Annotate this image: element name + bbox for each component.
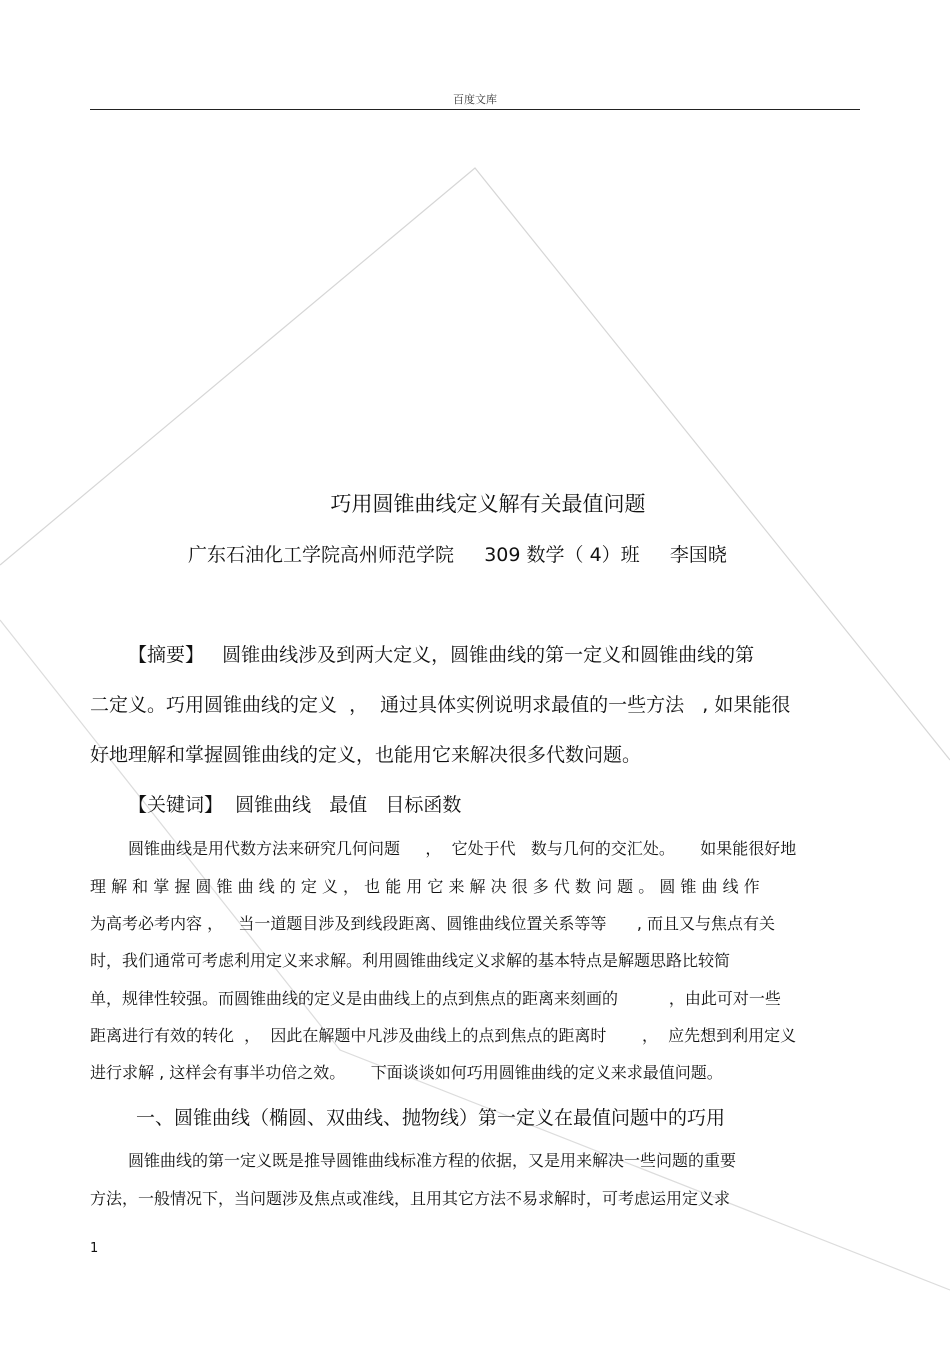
body-line-7: 进行求解 , 这样会有事半功倍之效。 下面谈谈如何巧用圆锥曲线的定义来求最值问题。 [90,1063,723,1082]
abstract-line-1: 【摘要】 圆锥曲线涉及到两大定义，圆锥曲线的第一定义和圆锥曲线的第 [128,644,755,666]
body-line-6: 距离进行有效的转化 ， 因此在解题中凡涉及曲线上的点到焦点的距离时 ， 应先想到利用定义 [90,1026,797,1045]
body-line-3: 为高考必考内容 ， 当一道题目涉及到线段距离、圆锥曲线位置关系等等 , 而且又与焦点有关 [90,914,776,933]
section-1-line-1: 圆锥曲线的第一定义既是推导圆锥曲线标准方程的依据，又是用来解决一些问题的重要 [128,1151,737,1170]
header-divider [90,109,860,110]
body-line-5: 单，规律性较强。而圆锥曲线的定义是由曲线上的点到焦点的距离来刻画的 ，由此可对一些 [90,989,781,1008]
document-title: 巧用圆锥曲线定义解有关最值问题 [330,492,646,516]
page-number: 1 [90,1241,99,1256]
affiliation-line [188,540,727,567]
affiliation-school: 广东石油化工学院高州师范学院 [188,544,455,566]
body-line-4: 时，我们通常可考虑利用定义来求解。利用圆锥曲线定义求解的基本特点是解题思路比较简 [90,951,731,970]
abstract-line-2: 二定义。巧用圆锥曲线的定义 ， 通过具体实例说明求最值的一些方法 , 如果能很 [90,694,791,716]
author-name: 李国晓 [669,544,727,566]
affiliation-class: 309 数学（ 4）班 [484,544,640,566]
section-1-heading: 一、圆锥曲线（椭圆、双曲线、抛物线）第一定义在最值问题中的巧用 [136,1107,726,1129]
body-line-2: 理 解 和 掌 握 圆 锥 曲 线 的 定 义 ， 也 能 用 它 来 解 决 很 多 代 数 问 题 。 圆 锥 曲 线 作 [90,877,760,896]
keywords-line: 【关键词】 圆锥曲线 最值 目标函数 [128,794,462,816]
section-1-line-2: 方法，一般情况下，当问题涉及焦点或准线，且用其它方法不易求解时，可考虑运用定义求 [90,1189,731,1208]
body-line-1: 圆锥曲线是用代数方法来研究几何问题 ， 它处于代 数与几何的交汇处。 如果能很好地 [128,839,797,858]
abstract-line-3: 好地理解和掌握圆锥曲线的定义，也能用它来解决很多代数问题。 [90,744,642,766]
header-title: 百度文库 [453,93,497,106]
